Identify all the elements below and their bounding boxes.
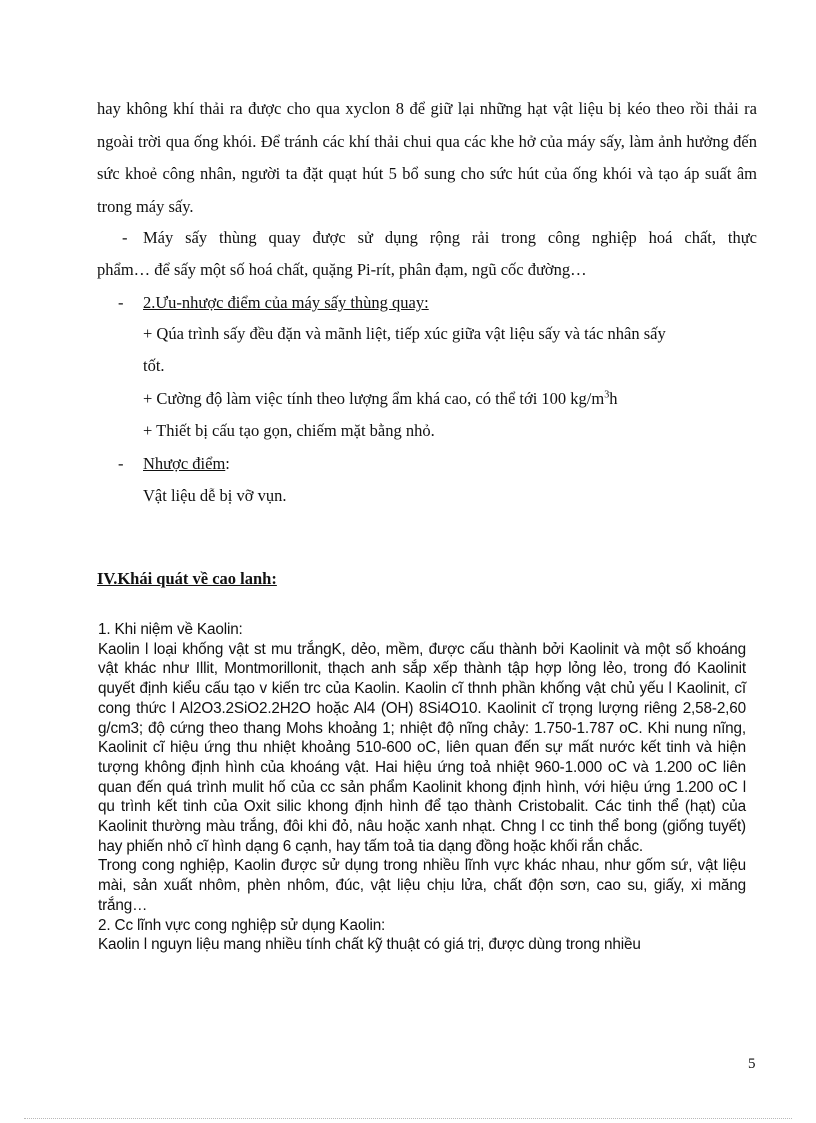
page-bottom-border <box>24 1118 792 1119</box>
cons-colon: : <box>225 454 230 473</box>
application-line-1: Máy sấy thùng quay được sử dụng rộng rải trong công nghiệp hoá chất, thực <box>143 228 757 247</box>
cons-heading-line <box>143 448 230 481</box>
pros-item-2-suffix: h <box>609 389 618 408</box>
kaolin-paragraph-1: Kaolin l loại khống vật st mu trắngK, dẻo, mềm, được cấu thành bởi Kaolinit và một số khoáng vật khác như Illit, Montmorillonit, thạch anh sắp xếp thành tập hợp lỏng lẻo, trong đó Kaolinit quyết định kiểu cấu tạo v kiến trc của Kaolin. Kaolin cĩ thnh phần khống vật chủ yếu l Kaolinit, cĩ cong thức l Al2O3.2SiO2.2H2O hoặc Al4 (OH) 8Si4O10. Kaolinit cĩ trọng lượng riêng 2,58-2,60 g/cm3; độ cứng theo thang Mohs khoảng 1; nhiệt độ nĩng chảy: 1.750-1.787 oC. Khi nung nĩng, Kaolinit cĩ hiệu ứng thu nhiệt khoảng 510-600 oC, liên quan đến sự mất nước kết tinh và hiện tượng không định hình của khoáng vật. Hai hiệu ứng toả nhiệt 960-1.000 oC và 1.200 oC liên quan đến quá trình mulit hố của cc sản phẩm Kaolinit khong định hình, với hiệu ứng 1.200 oC l qu trình kết tinh của Oxit silic khong định hình để tạo thành Cristobalit. Các tinh thể (hạt) của Kaolinit thường màu trắng, đôi khi đỏ, nâu hoặc xanh nhạt. Chng l cc tinh thể bong (giống tuyết) hay phiến nhỏ cĩ hình dạng 6 cạnh, hay tấm toả tia dạng đồng hoặc khối rắn chắc. <box>98 640 746 855</box>
kaolin-section <box>98 620 746 955</box>
intro-paragraph: hay không khí thải ra được cho qua xyclon 8 để giữ lại những hạt vật liệu bị kéo theo rồi thải ra ngoài trời qua ống khói. Để tránh các khí thải chui qua các khe hở của máy sấy, làm ảnh hưởng đến sức khoẻ công nhân, người ta đặt quạt hút 5 bổ sung cho sức hút của ống khói và tạo áp suất âm trong máy sấy. <box>97 99 757 217</box>
application-line-2: phẩm… để sấy một số hoá chất, quặng Pi-rít, phân đạm, ngũ cốc đường… <box>97 260 587 279</box>
bullet-dash: - <box>118 454 124 473</box>
pros-item-2 <box>143 383 617 416</box>
pros-heading: 2.Ưu-nhược điểm của máy sấy thùng quay: <box>143 293 429 312</box>
cons-heading: Nhược điểm <box>143 454 226 473</box>
bullet-dash: - <box>118 293 124 312</box>
kaolin-subheading-2: 2. Cc lĩnh vực cong nghiệp sử dụng Kaolin: <box>98 916 386 934</box>
kaolin-subheading-1: 1. Khi niệm về Kaolin: <box>98 621 243 638</box>
kaolin-paragraph-2: Trong cong nghiệp, Kaolin được sử dụng trong nhiều lĩnh vực khác nhau, như gốm sứ, vật liệu mài, sản xuất nhôm, phèn nhôm, đúc, vật liệu chịu lửa, chất độn sơn, cao su, giấy, xi măng trắng… <box>98 857 746 914</box>
pros-item-1-line-2: tốt. <box>143 356 165 375</box>
pros-item-3: + Thiết bị cấu tạo gọn, chiếm mặt bằng nhỏ. <box>143 421 435 440</box>
pros-item-2-superscript: 3 <box>604 389 610 401</box>
page-number: 5 <box>748 1056 756 1072</box>
bullet-dash: - <box>122 228 128 247</box>
pros-item-2-text: + Cường độ làm việc tính theo lượng ẩm khá cao, có thể tới 100 kg/m <box>143 389 605 408</box>
section-heading: IV.Khái quát về cao lanh: <box>97 569 277 588</box>
pros-item-1-line-1: + Qúa trình sấy đều đặn và mãnh liệt, tiếp xúc giữa vật liệu sấy và tác nhân sấy <box>143 324 666 343</box>
cons-item: Vật liệu dễ bị vỡ vụn. <box>143 486 287 505</box>
kaolin-paragraph-3: Kaolin l nguyn liệu mang nhiều tính chất kỹ thuật có giá trị, được dùng trong nhiều <box>98 936 641 954</box>
